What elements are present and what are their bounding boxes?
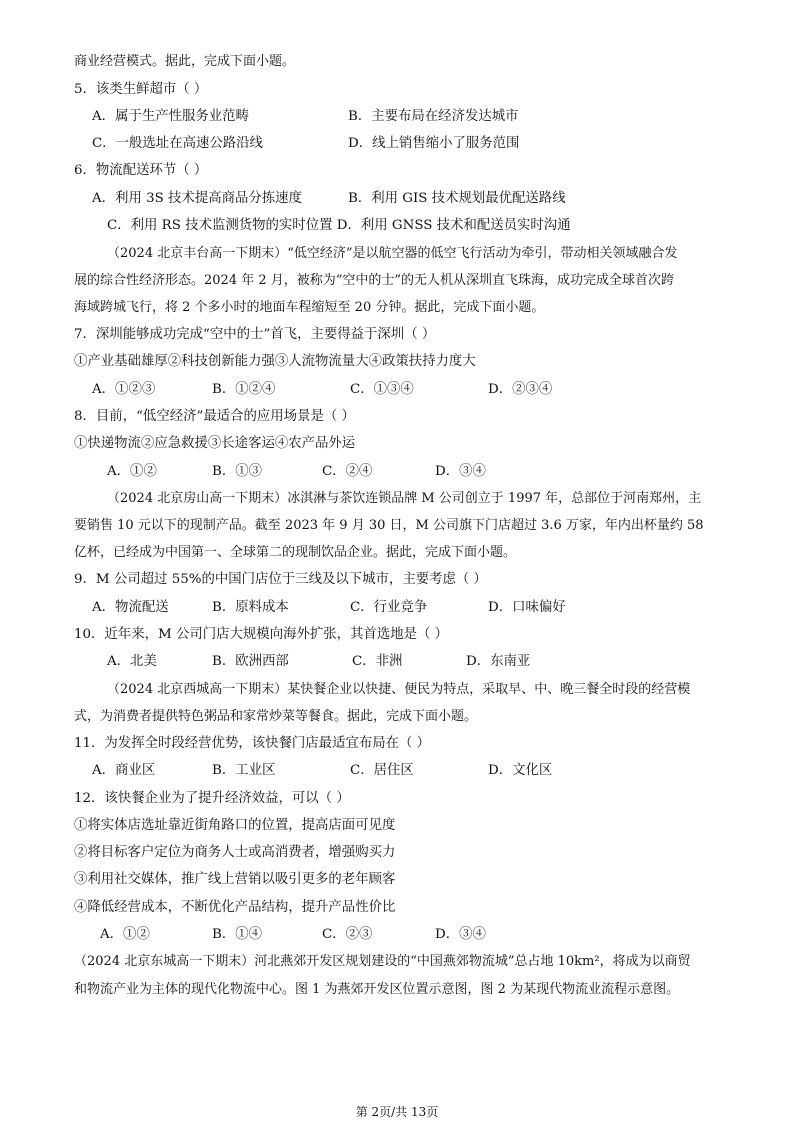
text-line: 8．目前，“低空经济”最适合的应用场景是（ ） [74,409,355,424]
text-line: （2024 北京丰台高一下期末）“低空经济”是以航空器的低空飞行活动为牵引，带动相关领域融合发 [107,246,678,261]
text-line: ③利用社交媒体，推广线上营销以吸引更多的老年顾客 [74,872,396,887]
text-line: 展的综合性经济形态。2024 年 2 月，被称为“空中的士”的无人机从深圳直飞珠海，成功完成全球首次跨 [74,273,675,288]
text-line: （2024 北京东城高一下期末）河北燕郊开发区规划建设的“中国燕郊物流城”总占地 10km²，将成为以商贸 [74,954,691,969]
text-line: 7．深圳能够成功完成“空中的士”首飞，主要得益于深圳（ ） [74,327,436,342]
text-line: D．③④ [435,927,486,942]
text-line: D．③④ [435,464,486,479]
text-line: A．①②③ [92,382,156,397]
text-line: D．口味偏好 [488,600,566,615]
text-line: B．①②④ [212,382,276,397]
text-line: D．东南亚 [466,654,531,669]
text-line: B．①④ [212,927,263,942]
text-line: 5．该类生鲜超市（ ） [74,82,208,97]
text-line: B．原料成本 [212,600,289,615]
text-line: B．主要布局在经济发达城市 [348,109,519,124]
text-line: A．利用 3S 技术提高商品分拣速度 [92,191,302,206]
text-line: ④降低经营成本，不断优化产品结构，提升产品性价比 [74,900,396,915]
text-line: 10．近年来，M 公司门店大规模向海外扩张，其首选地是（ ） [74,627,449,642]
text-line: 12．该快餐企业为了提升经济效益，可以（ ） [74,791,350,806]
text-line: C．居住区 [350,763,414,778]
text-line: （2024 北京西城高一下期末）某快餐企业以快捷、便民为特点，采取早、中、晚三餐全时段的经营模 [107,682,691,697]
text-line: （2024 北京房山高一下期末）冰淇淋与茶饮连锁品牌 M 公司创立于 1997 年，总部位于河南郑州，主 [107,491,702,506]
text-line: 要销售 10 元以下的现制产品。截至 2023 年 9 月 30 日，M 公司旗下门店超过 3.6 万家，年内出杯量约 58 [74,518,704,533]
text-line: B．欧洲西部 [212,654,289,669]
text-line: B．利用 GIS 技术规划最优配送路线 [348,191,566,206]
text-line: C．行业竞争 [350,600,428,615]
text-line: 和物流产业为主体的现代化物流中心。图 1 为燕郊开发区位置示意图，图 2 为某现代物流业流程示意图。 [74,982,680,997]
text-line: D．②③④ [488,382,553,397]
text-line: 式，为消费者提供特色粥品和家常炒菜等餐食。据此，完成下面小题。 [74,709,478,724]
text-line: 11．为发挥全时段经营优势，该快餐门店最适宜布局在（ ） [74,736,431,751]
text-line: C．②④ [322,464,373,479]
text-line: A．物流配送 [92,600,169,615]
text-line: D．线上销售缩小了服务范围 [348,136,520,151]
text-line: D．文化区 [488,763,553,778]
text-line: ①将实体店选址靠近街角路口的位置，提高店面可见度 [74,818,396,833]
text-line: C．②③ [322,927,373,942]
text-line: B．工业区 [212,763,276,778]
page-footer: 第 2页/共 13页 [355,1105,439,1119]
text-line: 海域跨城飞行，将 2 个多小时的地面车程缩短至 20 分钟。据此，完成下面小题。 [74,300,545,315]
text-line: ①产业基础雄厚②科技创新能力强③人流物流量大④政策扶持力度大 [74,354,476,369]
text-line: A．北美 [107,654,157,669]
text-line: 6．物流配送环节（ ） [74,163,208,178]
text-line: 商业经营模式。据此，完成下面小题。 [74,54,296,69]
text-line: C．利用 RS 技术监测货物的实时位置 D．利用 GNSS 技术和配送员实时沟通 [107,218,571,233]
text-line: A．属于生产性服务业范畴 [92,109,249,124]
text-line: C．一般选址在高速公路沿线 [92,136,263,151]
text-line: ①快递物流②应急救援③长途客运④农产品外运 [74,436,356,451]
text-line: C．非洲 [352,654,403,669]
text-line: A．①② [107,464,157,479]
text-line: A．商业区 [92,763,156,778]
text-line: C．①③④ [350,382,414,397]
text-line: 9．M 公司超过 55%的中国门店位于三线及以下城市，主要考虑（ ） [74,572,487,587]
text-line: A．①② [100,927,150,942]
text-line: ②将目标客户定位为商务人士或高消费者，增强购买力 [74,845,396,860]
text-line: 亿杯，已经成为中国第一、全球第二的现制饮品企业。据此，完成下面小题。 [74,545,517,560]
text-line: B．①③ [212,464,263,479]
